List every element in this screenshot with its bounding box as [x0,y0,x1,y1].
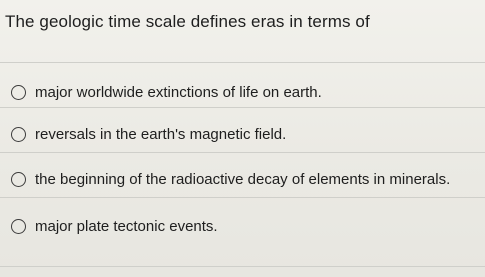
answer-option-b[interactable] [0,120,485,150]
divider [0,107,485,108]
answer-option-a[interactable] [0,78,485,108]
answer-option-c[interactable] [0,165,485,195]
option-label[interactable]: major plate tectonic events. [35,218,218,235]
option-label[interactable]: reversals in the earth's magnetic field. [35,126,287,143]
divider [0,62,485,63]
question-text: The geologic time scale defines eras in terms of [5,12,370,31]
divider [0,266,485,267]
answer-option-d[interactable] [0,212,485,242]
divider [0,197,485,198]
radio-button[interactable] [11,85,26,100]
radio-button[interactable] [11,219,26,234]
option-label[interactable]: the beginning of the radioactive decay of elements in minerals. [35,171,451,188]
radio-button[interactable] [11,127,26,142]
divider [0,152,485,153]
radio-button[interactable] [11,172,26,187]
option-label[interactable]: major worldwide extinctions of life on earth. [35,84,322,101]
